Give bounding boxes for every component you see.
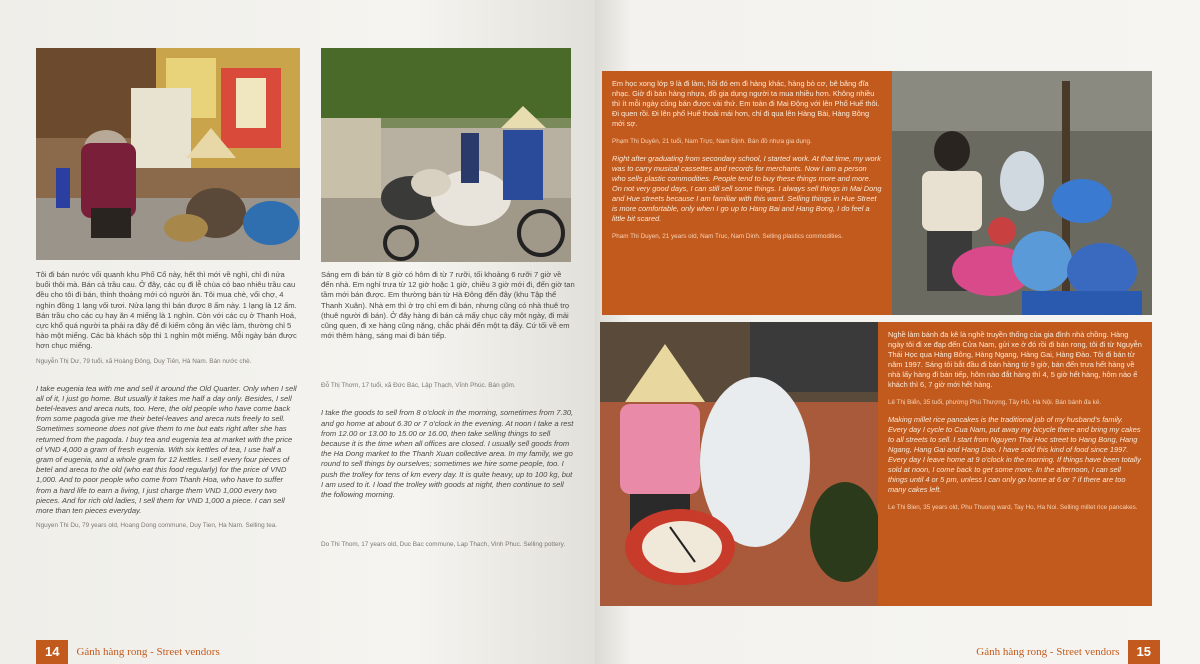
block2-vi-caption: Lê Thị Biển, 35 tuổi, phường Phú Thượng, Tây Hồ, Hà Nội. Bán bánh đa kê. [888,399,1102,406]
block1-vietnamese: Em học xong lớp 9 là đi làm, hồi đó em đi hàng khác, hàng bò cơ, bê băng đĩa nhạc. Giờ đi bán hàng nhựa, đồ gia dụng người ta mua nhiều hơn. Không nhiều thì ít mỗi ngày cũng bán được vài thứ. Em toàn đi Mai Động với lên Phố Huế thôi. Đi quen rồi. Đi lên phố Huế thoải mái hơn, chỉ đi qua lên Hàng Bài, Hàng Bông mới sợ. [612,79,880,128]
column-2 [321,270,575,549]
right-footer [968,640,1160,664]
footer-title-right: Gánh hàng rong - Street vendors [976,646,1120,658]
left-page [0,0,595,664]
plastics-vendor-illustration [892,71,1152,315]
page-number-left: 14 [36,640,68,664]
vietnamese-caption-2: Đỗ Thị Thơm, 17 tuổi, xã Đức Bác, Lập Thạch, Vĩnh Phúc. Bán gốm. [321,382,516,390]
photo-pancake-vendor [600,322,878,606]
pottery-trolley-illustration [321,48,571,262]
vietnamese-text-1: Tôi đi bán nước vối quanh khu Phố Cổ này, hết thì mới về nghỉ, chỉ đi nửa buổi thôi mà. Bán cả trầu cau. Ở đây, các cụ đi lễ chùa có bao nhiêu trầu cau đều cho tôi đi bán, thỉnh thoảng mới có người ăn. Tôi mua chè, vối chợ, 4 nghìn đồng 1 lạng vối tươi. Nửa lạng thì bán được 8 ấm này. 1 lạng là 12 ấm. Bán trầu cho các cụ hay ăn 4 miếng là 1 nghìn. Còn với các cụ ở Thanh Hoá, cực khổ quá người ta phải ra đây để đi kiếm công ăn việc làm, thường chỉ 5 hào một miếng. Các bà khách sộp thì 1 nghìn một miếng. Mỗi ngày bán được hơn chục miếng. [36,270,297,351]
photo-pottery-trolley [321,48,571,262]
english-text-1: I take eugenia tea with me and sell it around the Old Quarter. Only when I sell all of it, I just go home. But usually it takes me half a day only. Besides, I sell betel-leaves and areca nuts, too. Here, the old people who have come back from some pagoda give me their betel-leaves and areca nuts freely to sell. Sometimes someone does not give them to me but eats right after she has returned from the pagoda. I buy tea and eugenia tea at market with the price of VND 4,000 a gram of fresh eugenia. With six kettles of tea, I use half a gram of eugenia, and a whole gram for 12 kettles. I sell every four pieces of betel and areca to the old (who eat this food regularly) for the price of VND 1,000. And to poor people who come from Thanh Hoa, who have to suffer from a hard life to earn a living, I just charge them VND 1,000 every two pieces. And for rich old ladies, I sell them for VND 1,000 a piece. I can sell more than ten pieces everyday. [36,383,297,516]
english-text-2: I take the goods to sell from 8 o'clock in the morning, sometimes from 7.30, and go home at about 6.30 or 7 o'clock in the evening. At noon I take a rest from 12.00 or 13.00 to 15.00 or 16.00, then take selling things to sell because it is the time when all offices are closed. I usually sell goods from the Ha Dong market to the Thanh Xuan collective area. In my family, we go round to sell things by ourselves; sometimes we hire some people, too. I push the trolley for tens of km every day. It is quite heavy, up to 100 kg, but I am used to it. I load the trolley with goods at night, then continue to sell the following morning. [321,408,574,500]
left-footer [36,640,228,664]
page-number-right: 15 [1128,640,1160,664]
column-1 [36,270,300,530]
photo-tea-vendor [36,48,300,260]
right-page [595,0,1200,664]
pancake-vendor-illustration [600,322,878,606]
footer-title-left: Gánh hàng rong - Street vendors [76,646,220,658]
block2-english: Making millet rice pancakes is the traditional job of my husband's family. Every day I cycle to Cua Nam, put away my bicycle there and bring my cakes to all streets to sell. I start from Nguyen Thai Hoc street to Hang Bong, Hang Ngang, Hang Gai and Hang Dao. I have sold this kind of food since 1997. Every day I leave home at 9 o'clock in the morning. If things have been totally sold at noon, I come back to get some more. In the afternoon, I can sell things until 4 or 5 pm, unless I can only go home at 6 or 7 if there are too many cakes left. [888,415,1141,494]
photo-plastics-vendor [892,71,1152,315]
block2-en-caption: Le Thi Bien, 35 years old, Phu Thuong ward, Tay Ho, Ha Noi. Selling millet rice pancakes. [888,504,1138,511]
block1-vi-caption: Phạm Thị Duyên, 21 tuổi, Nam Trực, Nam Định. Bán đồ nhựa gia dụng. [612,138,812,145]
block1-en-caption: Pham Thi Duyen, 21 years old, Nam Truc, Nam Dinh. Selling plastics commodities. [612,233,843,240]
orange-text-block-2 [878,322,1152,606]
block2-vietnamese: Nghề làm bánh đa kê là nghề truyền thống của gia đình nhà chồng. Hàng ngày tôi đi xe đạp đến Cửa Nam, gửi xe ở đó rồi đi bán rong, tôi đi từ Nguyễn Thái Học qua Hàng Bông, Hàng Ngang, Hàng Gai, Hàng Đào. Tôi đi bán từ năm 1997. Sáng tôi bắt đầu đi bán hàng từ 9 giờ, bán đến trưa hết hàng về nhà lấy hàng đi bán tiếp, hôm nào đắt hàng thì 4, 5 giờ hết hàng, hôm nào ế khách thì 6, 7 giờ mới hết hàng. [888,330,1142,389]
english-caption-1: Nguyen Thi Du, 79 years old, Hoang Dong commune, Duy Tien, Ha Nam. Selling tea. [36,522,278,530]
orange-text-block-1 [602,71,892,315]
vietnamese-caption-1: Nguyễn Thị Dư, 79 tuổi, xã Hoàng Đông, Duy Tiên, Hà Nam. Bán nước chè. [36,357,252,365]
block1-english: Right after graduating from secondary school, I started work. At that time, my work was to carry musical cassettes and records for merchants. Now I am a person who sells plastic commodities. People tend to buy these things more and more. On not very good days, I can still sell some things. I always sell things in Mai Dong and Hue streets because I am familiar with this ward. Selling things in Hue Street is more comfortable, only when I go up to Hang Bai and Hang Bong, I do feel a little bit scared. [612,154,882,223]
vietnamese-text-2: Sáng em đi bán từ 8 giờ có hôm đi từ 7 rưỡi, tối khoảng 6 rưỡi 7 giờ về đến nhà. Em nghỉ trưa từ 12 giờ hoặc 1 giờ, chiều 3 giờ mới đi, đến giờ tan tầm mới bán được. Em thường bán từ Hà Đông đến đây (khu Tập thể Thanh Xuân). Nhà em thì ở trọ chỉ em đi bán, nhưng cũng có nhà thuê trọ (thuê người đi bán). Ở đây hàng đi bán cả mấy chục cây một ngày, đi mải cũng quen, đi xe hàng cũng nặng, chắc phải đến một tạ đấy. Cứ tối về em mới thêm hàng, sáng mai đi bán tiếp. [321,270,575,341]
tea-vendor-illustration [36,48,300,260]
english-caption-2: Do Thi Thom, 17 years old, Duc Bac commune, Lap Thach, Vinh Phuc. Selling pottery. [321,541,566,549]
